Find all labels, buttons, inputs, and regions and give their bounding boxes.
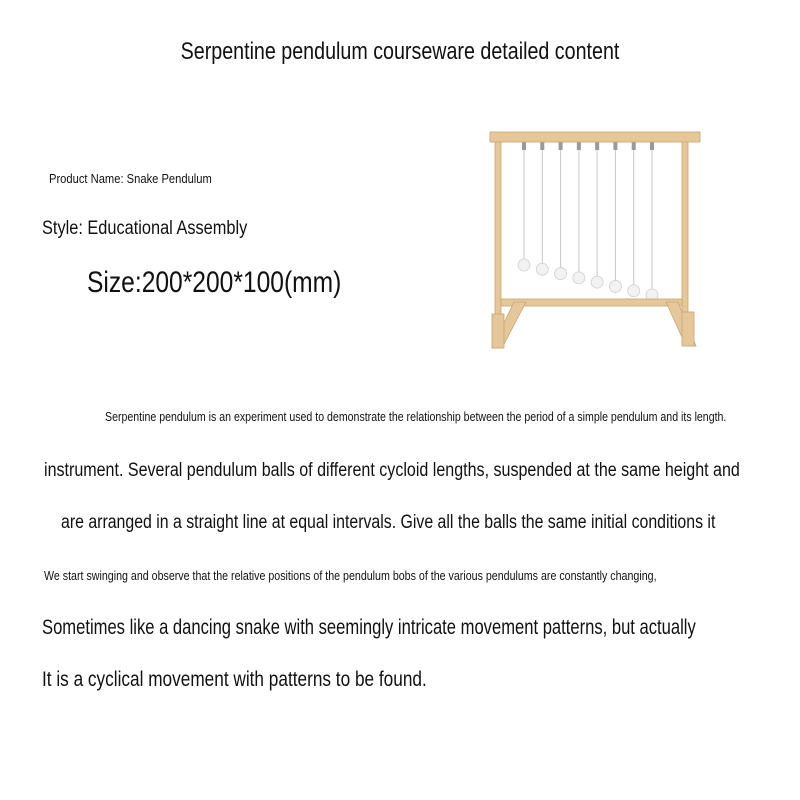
product-size-line: Size:200*200*100(mm) — [87, 266, 342, 299]
pendulum-ball — [573, 272, 585, 284]
left-post — [495, 140, 501, 328]
pendulum-ball — [555, 268, 567, 280]
product-name-line: Product Name: Snake Pendulum — [49, 171, 212, 186]
pendulum-ball — [609, 280, 621, 292]
lower-crossbar — [501, 299, 682, 306]
description-line-5: Sometimes like a dancing snake with seemingly intricate movement patterns, but actually — [42, 616, 696, 639]
pendulum-hook — [559, 142, 563, 150]
description-line-4: We start swinging and observe that the relative positions of the pendulum bobs of the various pendulums are constantly changing, — [44, 568, 657, 583]
pendulum-hook — [632, 142, 636, 150]
left-foot-base — [492, 314, 504, 348]
pendulum-hook — [650, 142, 654, 150]
description-line-1: Serpentine pendulum is an experiment used to demonstrate the relationship between the period of a simple pendulum and its length. — [105, 409, 727, 424]
right-post — [682, 140, 688, 328]
top-beam — [490, 132, 700, 142]
description-line-2: instrument. Several pendulum balls of different cycloid lengths, suspended at the same height and — [44, 460, 740, 481]
page-title: Serpentine pendulum courseware detailed content — [180, 38, 620, 65]
description-line-3: are arranged in a straight line at equal intervals. Give all the balls the same initial conditions it — [61, 512, 716, 533]
pendulum-hook — [613, 142, 617, 150]
pendulum-hook — [577, 142, 581, 150]
snake-pendulum-image — [486, 126, 706, 354]
product-style-line: Style: Educational Assembly — [42, 218, 248, 239]
right-foot-base — [682, 312, 694, 346]
description-line-6: It is a cyclical movement with patterns to be found. — [42, 668, 427, 691]
pendulum-ball — [591, 276, 603, 288]
pendulum-hook — [522, 142, 526, 150]
pendulum-ball — [628, 285, 640, 297]
pendulum-hook — [595, 142, 599, 150]
pendulum-hook — [540, 142, 544, 150]
pendulum-ball — [536, 263, 548, 275]
pendulum-ball — [518, 259, 530, 271]
pendulum-strings-and-balls — [518, 142, 658, 301]
